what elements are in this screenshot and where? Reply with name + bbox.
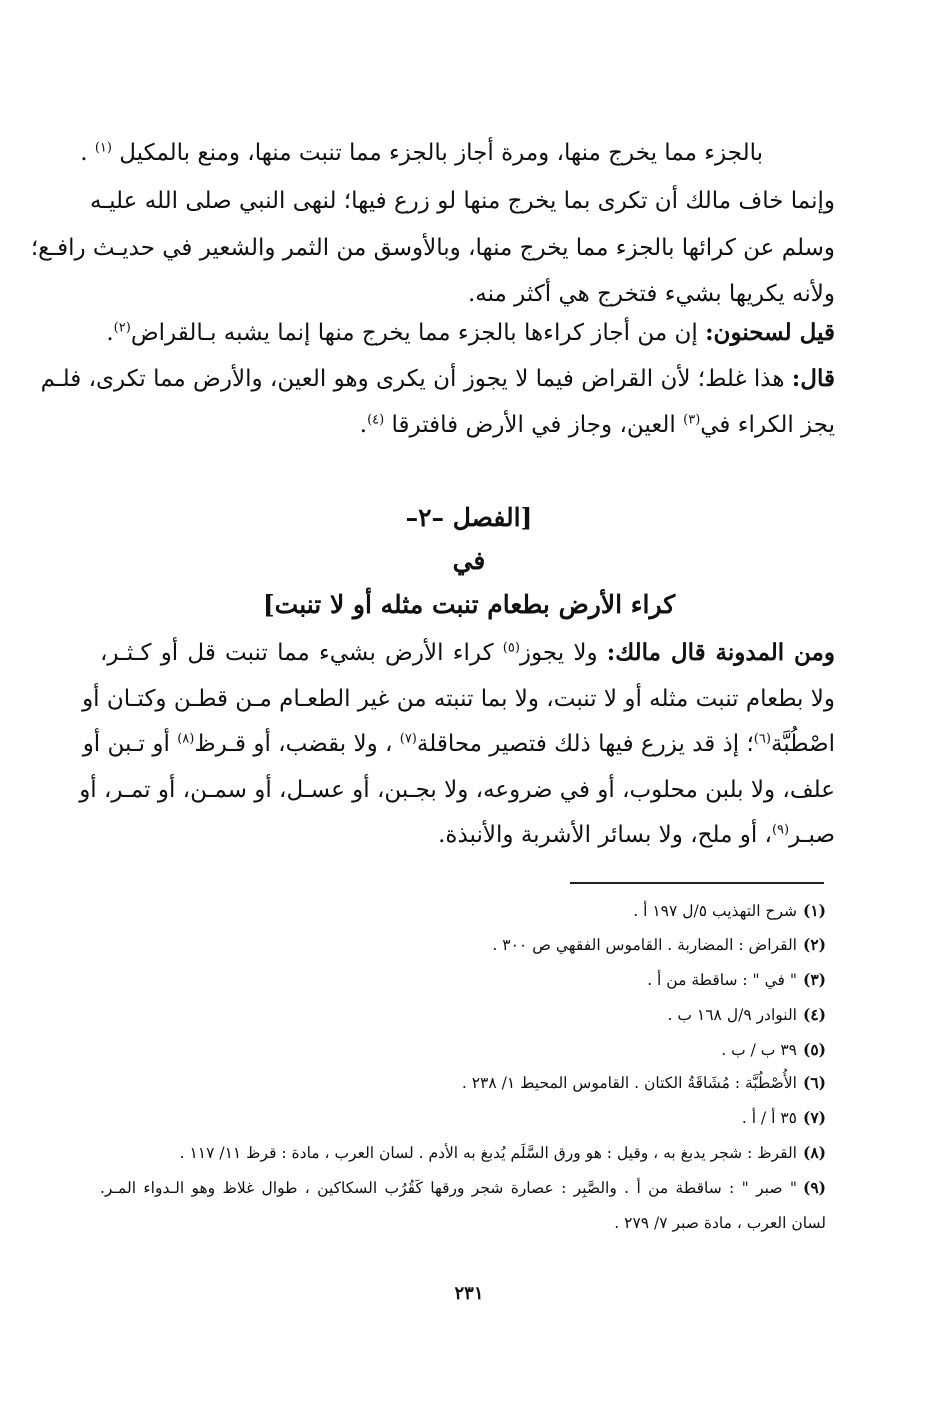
text-line: وسلم عن كرائها بالجزء مما يخرج منها، وبالأوسق من الثمر والشعير في حديـث رافـع؛: [30, 235, 835, 261]
speaker-label: قال:: [791, 365, 835, 392]
text-line: [82, 731, 835, 757]
footnote: [100, 1180, 826, 1197]
footnote: [668, 1007, 826, 1024]
line-text: كراء الأرض بشيء مما تنبت قل أو كـثـر،: [100, 640, 503, 666]
speaker-label: ومن المدونة قال مالك:: [606, 639, 835, 666]
footnote-number: (١): [802, 901, 826, 920]
footnote-text: لسان العرب ، مادة صبر ٧/ ٢٧٩ .: [614, 1214, 826, 1232]
footnote-text: شرح التهذيب ٥/ل ١٩٧ أ .: [633, 902, 797, 920]
footnote-text: " صبر " : ساقطة من أ . والصَّبِر : عصارة شجر ورقها كَقُرُب السكاكين ، طوال غلاظ وهو الـدواء المـر.: [100, 1179, 797, 1197]
footnote-ref: (٢): [113, 320, 131, 336]
footnote-text: ٣٥ أ / أ .: [741, 1109, 797, 1127]
footnote-text: القرظ : شجر يدبغ به ، وقيل : هو ورق السَّلَم يُدبغ به الأدم . لسان العرب ، مادة : قرظ ١١/ ١١٧ .: [179, 1144, 797, 1162]
footnote: [742, 1110, 826, 1127]
section-title: في: [452, 546, 486, 575]
footnote-ref: (٤): [367, 412, 385, 428]
footnote-ref: (٦): [753, 731, 771, 747]
footnote-text: الأُصْطُبَّة : مُشَاقَةُ الكتان . القاموس المحيط ١/ ٢٣٨ .: [461, 1074, 797, 1092]
line-text: .: [80, 140, 95, 166]
text-line: [40, 365, 835, 392]
line-text: بالجزء مما يخرج منها، ومرة أجاز بالجزء مما تنبت منها، ومنع بالمكيل: [119, 140, 763, 166]
text-line: ولا بطعام تنبت مثله أو لا تنبت، ولا بما تنبته من غير الطعـام مـن قطـن وكتـان أو: [82, 686, 835, 712]
footnote-number: (٦): [802, 1073, 826, 1092]
footnote-continuation: [614, 1216, 826, 1232]
footnote-number: (٨): [802, 1143, 826, 1162]
footnote: [180, 1145, 826, 1162]
footnote-ref: (٣): [683, 412, 701, 428]
footnote-ref: (٨): [177, 731, 195, 747]
section-title: كراء الأرض بطعام تنبت مثله أو لا تنبت]: [262, 590, 676, 619]
footnote-text: ٣٩ ب / ب .: [721, 1041, 797, 1059]
footnote-ref: (١): [94, 140, 112, 156]
line-text: يجز الكراء في: [700, 412, 835, 438]
footnote: [633, 903, 826, 920]
footnote-number: (٥): [802, 1040, 826, 1059]
line-text: العين، وجاز في الأرض فافترقا: [391, 412, 684, 438]
footnote-text: القراض : المضاربة . القاموس الفقهي ص ٣٠٠ .: [492, 936, 797, 954]
line-text: إن من أجاز كراءها بالجزء مما يخرج منها إنما يشبه بـالقراض: [130, 320, 706, 346]
line-text: ، ولا بقضب، أو قـرظ: [194, 731, 400, 757]
text-line: [80, 142, 763, 165]
footnote-ref: (٥): [502, 640, 520, 656]
footnote: [721, 1042, 826, 1059]
footnote-number: (٧): [802, 1108, 826, 1127]
text-line: [106, 321, 835, 345]
page-number: ٢٣١: [454, 1283, 484, 1304]
footnote-number: (٤): [802, 1005, 826, 1024]
footnote-text: النوادر ٩/ل ١٦٨ ب .: [667, 1006, 797, 1024]
text-line: [360, 414, 835, 437]
section-title: [الفصل –٢–: [405, 503, 533, 532]
footnote: [492, 937, 826, 954]
text-line: وإنما خاف مالك أن تكرى بما يخرج منها لو زرع فيها؛ لنهى النبي صلى الله عليـه: [90, 188, 835, 214]
footnote-divider: [570, 882, 824, 884]
text-line: علف، ولا بلبن محلوب، أو في ضروعه، ولا بجـبن، أو عسـل، أو سمـن، أو تمـر، أو: [79, 777, 835, 803]
footnote-number: (٢): [802, 935, 826, 954]
footnote: [647, 972, 826, 989]
footnote-number: (٩): [802, 1178, 826, 1197]
line-text: ولا يجوز: [519, 640, 607, 666]
speaker-label: قيل لسحنون:: [705, 319, 835, 346]
footnote-ref: (٩): [771, 822, 790, 838]
footnote-number: (٣): [802, 970, 826, 989]
line-text: ؛ إذ قد يزرع فيها ذلك فتصير محاقلة: [416, 731, 754, 757]
line-text: ، أو ملح، ولا بسائر الأشربة والأنبذة.: [438, 822, 772, 848]
footnote-ref: (٧): [399, 731, 417, 747]
line-text: صبـر: [789, 822, 835, 848]
text-line: ولأنه يكريها بشيء فتخرج هي أكثر منه.: [467, 281, 835, 307]
line-text: اصْطُبَّة: [770, 731, 835, 757]
text-line: [100, 641, 835, 665]
text-line: [438, 824, 835, 847]
footnote: [462, 1075, 826, 1092]
line-text: هذا غلط؛ لأن القراض فيما لا يجوز أن يكرى وهو العين، والأرض مما تكرى، فلـم: [40, 366, 792, 392]
line-text: .: [359, 412, 368, 438]
line-text: أو تـبن أو: [82, 731, 178, 757]
footnote-text: " في " : ساقطة من أ .: [647, 971, 797, 989]
line-text: .: [106, 320, 114, 346]
